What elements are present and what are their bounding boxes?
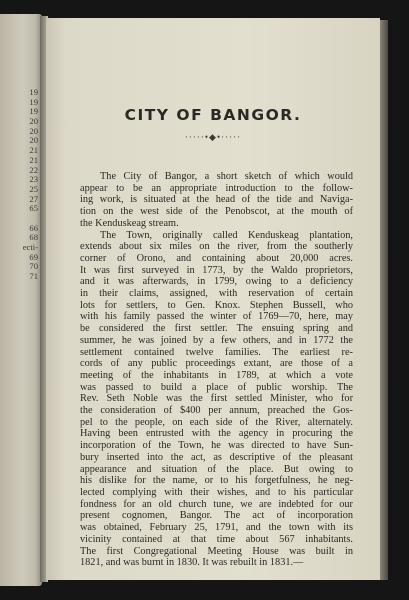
text-line: was passed to build a place of public worship. The	[80, 381, 353, 393]
text-line: Rev. Seth Noble was the first settled Minister, who for	[80, 393, 353, 405]
text-line: Having been entrusted with the agency in procuring the	[80, 428, 353, 440]
text-line: present cognomen, Bangor. The act of incorporation	[80, 510, 353, 522]
left-page-line: 19	[29, 87, 38, 97]
text-line: 1821, and was burnt in 1830. It was rebuilt in 1831.—	[80, 557, 304, 569]
left-page-line: 66	[29, 222, 38, 233]
page-title: CITY OF BANGOR.	[124, 106, 302, 124]
left-page-line: 68	[29, 232, 38, 243]
text-line: lots for settlers, to Gen. Knox. Stephen Bussell, who	[80, 299, 353, 311]
left-page-line: 69	[29, 251, 38, 262]
text-line: extends about six miles on the river, from the southerly	[80, 241, 353, 253]
text-line: appearance and situation of the place. But owing to	[80, 463, 353, 475]
text-line: appear to be an appropriate introduction to the follow-	[80, 182, 353, 194]
left-page	[0, 14, 42, 586]
paragraph	[80, 171, 353, 230]
text-line: with his family passed the winter of 1769—70, here, may	[80, 311, 353, 323]
text-line: ing work, is situated at the head of the tide and Naviga-	[80, 194, 353, 206]
body-text	[80, 171, 353, 569]
text-line: tion on the west side of the Penobscot, at the mouth of	[80, 206, 353, 218]
left-page-line: 70	[29, 261, 38, 272]
paragraph	[80, 230, 353, 569]
text-line: The Town, originally called Kenduskeag plantation,	[100, 229, 353, 241]
title-ornament: ·····•◆•·····	[184, 132, 242, 142]
left-page-line: 23	[29, 174, 38, 185]
left-page-line: 20	[29, 116, 38, 127]
text-line: The City of Bangor, a short sketch of which would	[100, 171, 353, 182]
left-page-line: 25	[29, 183, 38, 194]
right-page	[46, 18, 380, 580]
text-line: settlement contained twelve families. The earliest re-	[80, 346, 353, 358]
text-line: and it was afterwards, in 1799, owing to a deficiency	[80, 276, 353, 288]
left-page-line: 21	[29, 154, 38, 165]
text-line: bury inserted into the act, as descriptive of the pleasant	[80, 451, 353, 463]
text-line: incorporation of the Town, he was directed to have Sun-	[80, 440, 353, 452]
text-line: lected complying with their wishes, and to his particular	[80, 486, 353, 498]
text-line: fondness for an old church tune, we are indebted for our	[80, 498, 353, 510]
text-line: vicinity contained at that time about 567 inhabitants.	[80, 533, 353, 545]
left-page-line: 20	[29, 135, 38, 146]
left-page-line: 65	[29, 203, 38, 214]
text-line: the Kenduskeag stream.	[80, 217, 179, 229]
text-line: summer, he was joined by a few others, and in 1772 the	[80, 334, 353, 346]
left-page-number-column	[4, 88, 38, 282]
left-page-line: 20	[29, 125, 38, 136]
text-line: It was first surveyed in 1773, by the Waldo proprietors,	[80, 264, 353, 276]
text-line: the consideration of $400 per annum, preached the Gos-	[80, 405, 353, 417]
page-edge	[380, 20, 388, 580]
text-line: meeting of the inhabitants in 1789, at which a vote	[80, 369, 353, 381]
left-page-line: ecti-	[22, 242, 38, 252]
text-line: cords of any public proceedings extant, are those of a	[80, 358, 353, 370]
left-page-line: 19	[29, 96, 38, 107]
text-line: pel to the people, on each side of the River, alternately.	[80, 416, 353, 428]
text-line: was obtained, February 25, 1791, and the town with its	[80, 522, 353, 534]
left-page-line: 71	[29, 271, 38, 282]
left-page-line: 21	[29, 145, 38, 156]
left-page-line: 19	[29, 106, 38, 117]
text-line: be considered the first settler. The ensuing spring and	[80, 323, 353, 335]
text-line: The first Congregational Meeting House was built in	[80, 545, 353, 557]
text-line: corner of Orono, and containing about 20,000 acres.	[80, 252, 353, 264]
text-line: in their claims, assigned, with reservation of certain	[80, 288, 353, 300]
left-page-line: 22	[29, 164, 38, 175]
text-line: his dislike for the name, or to his forgetfulness, he neg-	[80, 475, 353, 487]
left-page-line: 27	[29, 193, 38, 204]
